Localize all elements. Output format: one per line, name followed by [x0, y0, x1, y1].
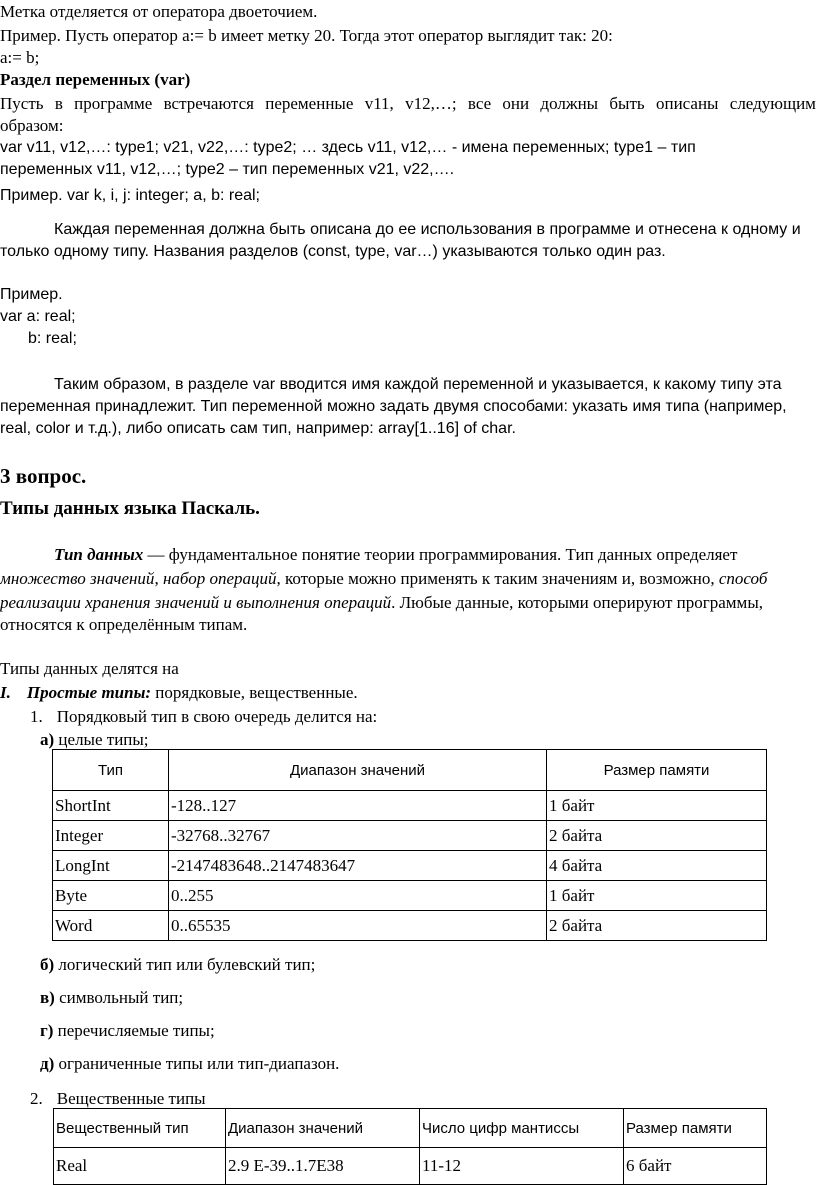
text-line: образом:: [0, 116, 64, 135]
word: Пусть: [0, 94, 44, 113]
word: v12,…;: [405, 94, 457, 113]
header-cell: Размер памяти: [547, 750, 767, 791]
table-cell: 2.9 E-39..1.7E38: [226, 1148, 420, 1185]
integer-types-table: [52, 749, 767, 941]
text-line: только одному типу. Названия разделов (const, type, var…) указываются только один раз.: [0, 243, 666, 260]
emph: способ: [718, 569, 768, 588]
header-cell: Число цифр мантиссы: [420, 1109, 624, 1148]
sublist-label: г): [40, 1021, 54, 1040]
table-cell: 11-12: [420, 1148, 624, 1185]
sublist-label: в): [40, 988, 55, 1007]
text: Вещественные типы: [56, 1089, 206, 1108]
list-item-simple-types: [0, 683, 358, 703]
text-line: Пример. var k, i, j: integer; a, b: real;: [0, 187, 260, 204]
definition-line: [0, 593, 763, 613]
text-line: a:= b;: [0, 48, 40, 67]
text: порядковые, вещественные.: [151, 683, 358, 702]
table-cell: Byte: [53, 881, 169, 911]
table-cell: 4 байта: [547, 851, 767, 881]
text: ,: [154, 569, 163, 588]
table-cell: 0..255: [169, 881, 547, 911]
text: перечисляемые типы;: [53, 1021, 215, 1040]
table-cell: LongInt: [53, 851, 169, 881]
table-row: [53, 881, 767, 911]
list-number: 2.: [30, 1089, 43, 1108]
header-cell: Размер памяти: [624, 1109, 767, 1148]
emph: набор операций: [162, 569, 277, 588]
text: ограниченные типы или тип-диапазон.: [54, 1054, 340, 1073]
table-row: [53, 791, 767, 821]
list-item-real: [30, 1089, 206, 1109]
real-types-table: [53, 1108, 767, 1185]
table-header-row: [53, 750, 767, 791]
word: описаны: [655, 94, 719, 113]
page-title: Типы данных языка Паскаль.: [0, 498, 260, 519]
word: v11,: [364, 94, 394, 113]
table-header-row: [54, 1109, 767, 1148]
table-cell: 2 байта: [547, 911, 767, 941]
table-cell: 2 байта: [547, 821, 767, 851]
term: Тип данных: [54, 545, 144, 564]
list-title: Простые типы:: [26, 683, 152, 702]
text: символьный тип;: [54, 988, 184, 1007]
table-cell: Word: [53, 911, 169, 941]
word: они: [502, 94, 530, 113]
text-line: Каждая переменная должна быть описана до ее использования в программе и отнесена к одному и: [54, 221, 801, 238]
text: логический тип или булевский тип;: [54, 955, 316, 974]
text: целые типы;: [54, 730, 149, 749]
emph: множество значений: [0, 569, 155, 588]
text-line: var a: real;: [0, 308, 76, 325]
sublist-item: [40, 1021, 215, 1041]
text-line: Таким образом, в разделе var вводится имя каждой переменной и указывается, к какому типу эта: [54, 376, 782, 393]
word: встречаются: [163, 94, 254, 113]
sublist-label: а): [40, 730, 55, 749]
sublist-item: [40, 730, 149, 750]
table-cell: -32768..32767: [169, 821, 547, 851]
table-cell: ShortInt: [53, 791, 169, 821]
table-cell: Integer: [53, 821, 169, 851]
text: Порядковый тип в свою очередь делится на:: [56, 707, 378, 726]
text-line-justified: [0, 94, 816, 114]
text-line: Метка отделяется от оператора двоеточием.: [0, 2, 318, 21]
text-line: Пример.: [0, 286, 63, 303]
table-row: [53, 851, 767, 881]
list-item-ordinal: [30, 707, 377, 727]
definition-line: [54, 545, 737, 565]
header-cell: Диапазон значений: [169, 750, 547, 791]
table-cell: 6 байт: [624, 1148, 767, 1185]
question-heading: 3 вопрос.: [0, 464, 87, 488]
sublist-item: [40, 988, 183, 1008]
word: все: [467, 94, 492, 113]
header-cell: Диапазон значений: [226, 1109, 420, 1148]
list-number: 1.: [30, 707, 43, 726]
text: — фундаментальное понятие теории программирования. Тип данных определяет: [143, 545, 738, 564]
word: в: [54, 94, 63, 113]
sublist-label: д): [40, 1054, 55, 1073]
text-line: переменных v11, v12,…; type2 – тип переменных v21, v22,….: [0, 161, 455, 178]
table-cell: Real: [54, 1148, 226, 1185]
word: программе: [74, 94, 153, 113]
header-cell: Вещественный тип: [54, 1109, 226, 1148]
sublist-label: б): [40, 955, 55, 974]
table-cell: -2147483648..2147483647: [169, 851, 547, 881]
word: следующим: [729, 94, 816, 113]
text-line: b: real;: [28, 330, 77, 347]
table-row: [54, 1148, 767, 1185]
text-line: real, color и т.д.), либо описать сам тип, например: array[1..16] of char.: [0, 420, 516, 437]
section-heading-var: Раздел переменных (var): [0, 70, 191, 89]
text-line: Пример. Пусть оператор a:= b имеет метку 20. Тогда этот оператор выглядит так: 20:: [0, 26, 613, 45]
definition-line: [0, 569, 767, 589]
emph: реализации хранения значений и выполнения операций: [0, 593, 392, 612]
list-number: I.: [0, 683, 11, 702]
table-cell: 0..65535: [169, 911, 547, 941]
text-line: относятся к определённым типам.: [0, 615, 248, 634]
text: . Любые данные, которыми оперируют программы,: [391, 593, 763, 612]
text-line: переменная принадлежит. Тип переменной можно задать двумя способами: указать имя типа (например,: [0, 398, 787, 415]
word: должны: [540, 94, 599, 113]
table-cell: -128..127: [169, 791, 547, 821]
text-line: var v11, v12,…: type1; v21, v22,…: type2; … здесь v11, v12,… - имена переменных; type1 – тип: [0, 139, 696, 156]
sublist-item: [40, 955, 315, 975]
text: , которые можно применять к таким значениям и, возможно,: [276, 569, 719, 588]
table-cell: 1 байт: [547, 791, 767, 821]
table-row: [53, 821, 767, 851]
table-cell: 1 байт: [547, 881, 767, 911]
word: переменные: [265, 94, 354, 113]
text-line: Типы данных делятся на: [0, 659, 179, 678]
word: быть: [609, 94, 645, 113]
table-row: [53, 911, 767, 941]
header-cell: Тип: [53, 750, 169, 791]
sublist-item: [40, 1054, 339, 1074]
